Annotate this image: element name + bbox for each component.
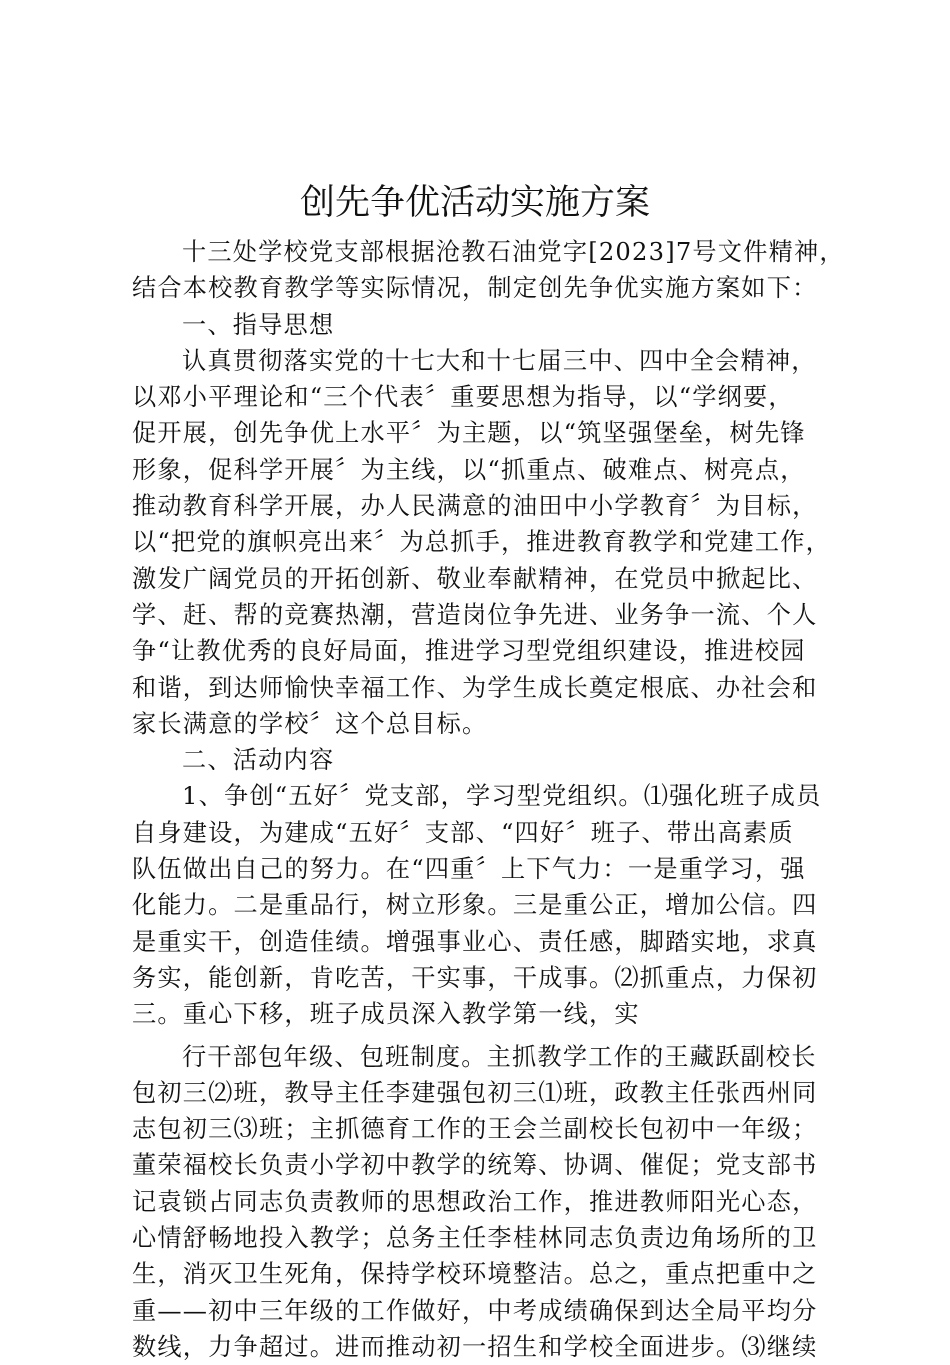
text-line: 三。重心下移，班子成员深入教学第一线，实: [132, 1000, 640, 1029]
text-line: 激发广阔党员的开拓创新、敬业奉献精神，在党员中掀起比、: [132, 564, 818, 593]
text-line: 和谐，到达师愉快幸福工作、为学生成长奠定根底、办社会和: [132, 673, 818, 702]
text-line: 二、活动内容: [182, 746, 335, 775]
text-line: 认真贯彻落实党的十七大和十七届三中、四中全会精神，: [182, 346, 817, 375]
text-line: 一、指导思想: [182, 310, 335, 339]
text-line: 包初三⑵班，教导主任李建强包初三⑴班，政教主任张西州同: [132, 1078, 818, 1107]
text-line: 化能力。二是重品行，树立形象。三是重公正，增加公信。四: [132, 891, 818, 920]
text-line: 数线，力争超过。进而推动初一招生和学校全面进步。⑶继续: [132, 1332, 818, 1361]
text-line: 记袁锁占同志负责教师的思想政治工作，推进教师阳光心态，: [132, 1187, 818, 1216]
text-line: 董荣福校长负责小学初中教学的统筹、协调、催促；党支部书: [132, 1151, 818, 1180]
text-line: 学、赶、帮的竞赛热潮，营造岗位争先进、业务争一流、个人: [132, 600, 818, 629]
text-line: 心情舒畅地投入教学；总务主任李桂林同志负责边角场所的卫: [132, 1224, 818, 1253]
document-body: [132, 234, 845, 1365]
text-line: 重——初中三年级的工作做好，中考成绩确保到达全局平均分: [132, 1296, 818, 1325]
text-line: 务实，能创新，肯吃苦，干实事，干成事。⑵抓重点，力保初: [132, 963, 818, 992]
text-line: 促开展，创先争优上水平〞为主题，以“筑坚强堡垒，树先锋: [132, 419, 806, 448]
document-title: 创先争优活动实施方案: [299, 183, 650, 223]
text-line: 生，消灭卫生死角，保持学校环境整洁。总之，重点把重中之: [132, 1260, 818, 1289]
text-line: 是重实干，创造佳绩。增强事业心、责任感，脚踏实地，求真: [132, 927, 818, 956]
text-line: 以邓小平理论和“三个代表〞重要思想为指导，以“学纲要，: [132, 383, 794, 412]
text-line: 1、争创“五好〞党支部，学习型党组织。⑴强化班子成员: [182, 782, 822, 811]
text-line: 行干部包年级、包班制度。主抓教学工作的王藏跃副校长: [182, 1042, 817, 1071]
text-line: 以“把党的旗帜亮出来〞为总抓手，推进教育教学和党建工作，: [132, 528, 832, 557]
text-line: 推动教育科学开展，办人民满意的油田中小学教育〞为目标，: [132, 492, 818, 521]
text-line: 志包初三⑶班；主抓德育工作的王会兰副校长包初中一年级；: [132, 1115, 818, 1144]
text-line: 自身建设，为建成“五好〞支部、“四好〞班子、带出高素质: [132, 818, 794, 847]
text-line: 结合本校教育教学等实际情况，制定创先争优实施方案如下：: [132, 274, 818, 303]
text-line: 形象，促科学开展〞为主线，以“抓重点、破难点、树亮点，: [132, 455, 806, 484]
text-line: 十三处学校党支部根据沧教石油党字[2023]7号文件精神，: [182, 238, 845, 266]
text-line: 争“让教优秀的良好局面，推进学习型党组织建设，推进校园: [132, 637, 806, 666]
text-line: 队伍做出自己的努力。在“四重〞上下气力：一是重学习，强: [132, 855, 806, 884]
text-line: 家长满意的学校〞这个总目标。: [132, 709, 488, 738]
